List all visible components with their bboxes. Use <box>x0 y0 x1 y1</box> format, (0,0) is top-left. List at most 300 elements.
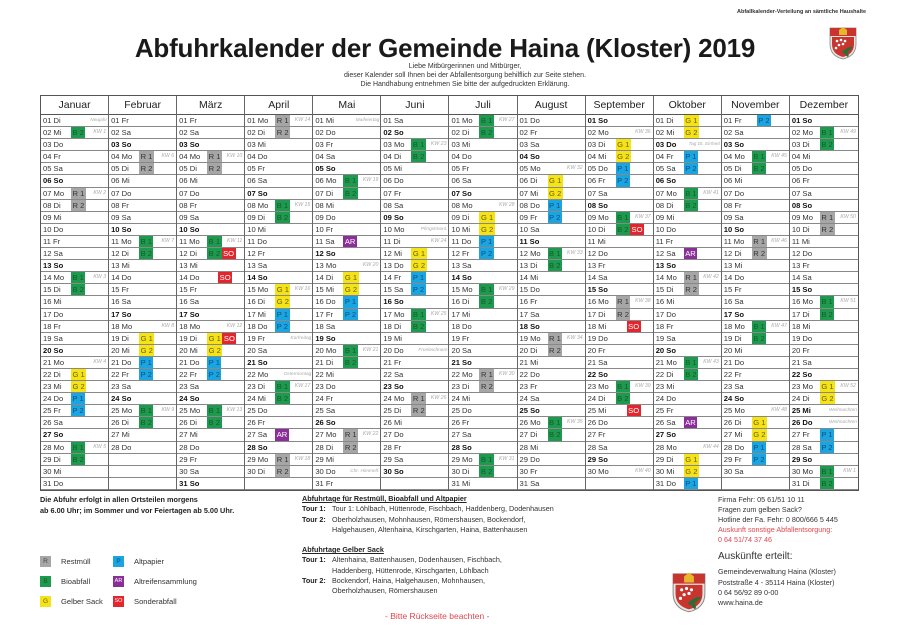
pickup-badge-r: R 1 <box>72 188 85 198</box>
gelber-sack-swatch-icon: G <box>40 596 51 607</box>
day-label: 12 Mo <box>519 249 541 259</box>
day-label: 11 Mi <box>587 236 606 246</box>
calendar-day <box>790 284 858 296</box>
day-label: 22 Fr <box>111 369 129 379</box>
calendar-day <box>790 212 858 224</box>
pickup-badges <box>343 357 357 369</box>
calendar-day <box>518 115 585 127</box>
pickup-badge-p: P 1 <box>685 152 697 162</box>
calendar-day <box>518 175 585 187</box>
month-column <box>722 96 790 490</box>
day-label: 27 So <box>655 430 676 440</box>
pickup-badge-b: B 1 <box>821 466 833 476</box>
calendar-day <box>449 405 516 417</box>
holiday-label: Weihnachten <box>829 420 857 426</box>
pickup-badge-p: P 1 <box>72 394 84 404</box>
calendar-day <box>381 212 448 224</box>
calendar-day <box>722 466 789 478</box>
pickup-badge-g: G 1 <box>140 333 153 343</box>
calendar-day <box>381 429 448 441</box>
pickup-badges <box>343 175 357 187</box>
pickup-badge-b: B 2 <box>72 454 84 464</box>
day-label: 16 Sa <box>723 297 744 307</box>
day-label: 18 Mi <box>791 321 811 331</box>
day-label: 04 Di <box>383 152 402 162</box>
day-label: 19 Fr <box>451 333 470 343</box>
calendar-day <box>722 200 789 212</box>
calendar-day <box>449 369 516 381</box>
pickup-badges <box>820 381 835 393</box>
day-label: 22 Sa <box>383 369 404 379</box>
calendar-day <box>313 127 380 139</box>
pickup-badge-g: G 1 <box>480 212 494 222</box>
day-label: 29 Do <box>519 454 540 464</box>
calendar-day <box>313 188 380 200</box>
pickup-badge-g: G 1 <box>72 369 85 379</box>
calendar-day <box>245 260 312 272</box>
calendar-day <box>109 272 176 284</box>
day-label: 07 Mo <box>43 188 65 198</box>
calendar-day <box>381 466 448 478</box>
week-number: KW 34 <box>567 334 583 341</box>
calendar-day <box>41 127 108 139</box>
calendar-day <box>41 284 108 296</box>
day-label: 02 Sa <box>179 128 200 138</box>
day-label: 29 Fr <box>179 454 197 464</box>
calendar-day <box>381 151 448 163</box>
day-label: 11 Mo <box>111 236 132 246</box>
calendar-day <box>586 224 653 236</box>
pickup-badges <box>479 212 494 224</box>
day-label: 20 Fr <box>587 345 606 355</box>
calendar-day <box>654 321 721 333</box>
calendar-day <box>41 405 108 417</box>
day-label: 03 Mo <box>383 140 405 150</box>
day-label: 06 So <box>655 176 676 186</box>
pickup-badge-b: B 2 <box>72 128 84 138</box>
pickup-badge-p: P 2 <box>140 369 152 379</box>
calendar-day <box>449 127 516 139</box>
day-label: 21 Sa <box>791 357 812 367</box>
calendar-day <box>109 260 176 272</box>
pickup-badges <box>207 369 221 381</box>
day-label: 12 Di <box>111 249 129 259</box>
calendar-day <box>722 478 789 490</box>
day-label: 01 Fr <box>179 116 197 125</box>
day-label: 13 Fr <box>587 261 606 271</box>
auskunft-phone: 0 64 51/74 37 46 <box>718 535 772 545</box>
day-label: 21 Di <box>315 357 334 367</box>
day-label: 18 Sa <box>315 321 336 331</box>
pickup-badge-p: P 2 <box>344 309 357 319</box>
calendar-day <box>654 212 721 224</box>
calendar-day <box>790 236 858 248</box>
pickup-badge-b: B 1 <box>549 249 561 259</box>
day-label: 05 Do <box>587 164 608 174</box>
calendar-day <box>177 200 244 212</box>
day-label: 26 Fr <box>451 418 470 428</box>
pickup-badges <box>479 284 493 296</box>
day-label: 11 Fr <box>655 236 673 246</box>
day-label: 14 Do <box>179 273 200 283</box>
calendar-day <box>518 139 585 151</box>
day-label: 11 Mi <box>791 236 810 246</box>
calendar-day <box>722 236 789 248</box>
day-label: 09 Mo <box>791 212 813 222</box>
week-number: KW 28 <box>498 201 515 208</box>
pickup-badge-g: G 2 <box>72 382 85 392</box>
day-label: 21 Sa <box>587 357 608 367</box>
calendar-day <box>245 175 312 187</box>
pickup-badges <box>139 417 153 429</box>
day-label: 03 Di <box>791 140 810 150</box>
pickup-badge-b: B 2 <box>140 249 152 259</box>
day-label: 19 Do <box>587 333 608 343</box>
pickup-badges <box>207 163 222 175</box>
month-header: Mai <box>313 96 380 115</box>
day-label: 11 Sa <box>315 236 335 246</box>
pickup-badge-b: B 1 <box>753 321 765 331</box>
calendar-day <box>790 151 858 163</box>
day-label: 25 Sa <box>315 406 336 416</box>
day-label: 30 Mo <box>587 466 609 476</box>
calendar-day <box>518 454 585 466</box>
day-label: 03 Do <box>655 140 677 150</box>
tours-rest-heading: Abfuhrtage für Restmüll, Bioabfall und Altpapier <box>302 494 467 503</box>
calendar-day <box>245 478 312 490</box>
pickup-badges <box>343 284 358 296</box>
calendar-day <box>177 429 244 441</box>
day-label: 23 So <box>383 382 404 392</box>
legend-item-altreifen: AR Altreifensammlung <box>114 576 197 586</box>
calendar-day <box>518 248 585 260</box>
tour2-gelb-towns: Bockendorf, Haina, Halgehausen, Mohnhausen, <box>332 576 486 586</box>
day-label: 06 Sa <box>451 176 472 186</box>
calendar-day <box>586 188 653 200</box>
pickup-badge-g: G 1 <box>344 273 358 283</box>
day-label: 23 Do <box>315 382 336 392</box>
day-label: 28 So <box>247 442 268 452</box>
website-link[interactable]: www.haina.de <box>718 597 763 607</box>
pickup-badges <box>411 260 426 272</box>
day-label: 08 Sa <box>383 200 404 210</box>
week-number: KW 10 <box>226 153 243 160</box>
tours-gelb-heading: Abfuhrtage Gelber Sack <box>302 545 384 555</box>
week-number: KW 4 <box>93 358 107 365</box>
day-label: 29 Di <box>43 454 61 464</box>
day-label: 31 Fr <box>315 478 334 488</box>
pickup-badge-b: B 1 <box>617 212 629 222</box>
holiday-label: Neujahr <box>90 118 108 123</box>
calendar-day <box>586 381 653 393</box>
pickup-badges <box>548 345 563 357</box>
day-label: 15 Sa <box>383 285 404 295</box>
day-label: 27 Sa <box>451 430 472 440</box>
calendar-day <box>109 393 176 405</box>
page-title: Abfuhrkalender der Gemeinde Haina (Kloster) 2019 <box>134 33 756 63</box>
calendar-day <box>790 405 858 417</box>
day-label: 09 Mi <box>655 212 675 222</box>
day-label: 08 So <box>791 200 813 210</box>
calendar-day <box>109 224 176 236</box>
calendar-day <box>586 296 653 308</box>
day-label: 22 Fr <box>723 369 742 379</box>
day-label: 22 Di <box>43 369 61 379</box>
day-label: 22 So <box>791 369 813 379</box>
calendar-day <box>381 248 448 260</box>
pickup-badges <box>684 115 699 127</box>
month-header: Oktober <box>654 96 721 115</box>
pickup-badge-p: P 1 <box>753 442 765 452</box>
day-label: 21 Do <box>723 357 745 367</box>
day-label: 09 Di <box>247 212 265 222</box>
calendar-day <box>177 175 244 187</box>
day-label: 05 Do <box>791 164 813 174</box>
calendar-day <box>177 478 244 490</box>
day-label: 14 Do <box>111 273 132 283</box>
pickup-badge-p: P 1 <box>412 273 425 283</box>
day-label: 31 So <box>179 478 200 488</box>
pickup-badges <box>752 151 766 163</box>
calendar-day <box>790 478 858 490</box>
pickup-badge-p: P 1 <box>344 297 357 307</box>
holiday-label: Ostermontag <box>283 371 312 377</box>
day-label: 30 Sa <box>179 466 200 476</box>
calendar-day <box>381 345 448 357</box>
calendar-day <box>449 466 516 478</box>
calendar-day <box>722 309 789 321</box>
calendar-day <box>586 345 653 357</box>
day-label: 16 Sa <box>111 297 131 307</box>
calendar-day <box>177 442 244 454</box>
day-label: 04 Mo <box>179 152 201 162</box>
tour2-rest-towns: Oberholzhausen, Mohnhausen, Römershausen, Bockendorf, <box>332 514 526 524</box>
day-label: 28 Mo <box>43 442 65 452</box>
pickup-badge-r: R 1 <box>480 369 493 379</box>
week-number: KW 19 <box>362 177 379 184</box>
day-label: 04 Mo <box>111 152 133 162</box>
pickup-badges <box>71 381 86 393</box>
pickup-badges <box>820 429 834 441</box>
calendar-day <box>449 381 516 393</box>
day-label: 10 Di <box>791 224 810 234</box>
pickup-badge-b: B 2 <box>480 466 493 476</box>
pickup-badges <box>139 345 154 357</box>
day-label: 13 Mi <box>111 261 130 271</box>
day-label: 12 Do <box>587 249 608 259</box>
week-number: KW 31 <box>498 455 515 462</box>
day-label: 22 Do <box>519 369 540 379</box>
week-number: KW 42 <box>703 274 719 281</box>
calendar-day <box>313 139 380 151</box>
pickup-badge-b: B 2 <box>821 140 833 150</box>
pickup-badge-g: G 1 <box>685 454 698 464</box>
calendar-day <box>313 296 380 308</box>
calendar-day <box>313 236 380 248</box>
day-label: 16 Di <box>247 297 265 307</box>
pickup-badge-b: B 2 <box>685 369 697 379</box>
week-number: KW 33 <box>567 250 583 257</box>
pickup-badges <box>820 224 835 236</box>
holiday-label: Maifeiertag <box>355 118 380 123</box>
pickup-badge-b: B 1 <box>480 116 493 125</box>
day-label: 27 So <box>43 430 64 440</box>
week-number: KW 2 <box>93 189 107 196</box>
day-label: 27 Do <box>383 430 404 440</box>
calendar-day <box>381 417 448 429</box>
legend-item-gelber-sack: G Gelber Sack <box>40 596 113 607</box>
day-label: 08 Di <box>43 200 61 210</box>
week-number: KW 51 <box>840 298 856 305</box>
calendar-day <box>449 284 516 296</box>
pickup-badges <box>479 236 493 248</box>
calendar-day <box>654 188 721 200</box>
day-label: 23 Di <box>247 382 265 392</box>
calendar-day <box>109 175 176 187</box>
calendar-day <box>381 175 448 187</box>
pickup-badge-r: R 2 <box>276 466 289 476</box>
calendar-day <box>381 442 448 454</box>
day-label: 12 Sa <box>655 249 676 259</box>
pickup-badge-p: P 1 <box>140 357 152 367</box>
day-label: 09 Mo <box>587 212 609 222</box>
pickup-badge-r: R 2 <box>480 382 493 392</box>
pickup-badges <box>820 212 835 224</box>
day-label: 11 Mo <box>723 236 745 246</box>
pickup-badges <box>752 236 767 248</box>
day-label: 27 Sa <box>247 430 268 440</box>
calendar-day <box>722 417 789 429</box>
day-label: 17 Mi <box>247 309 266 319</box>
pickup-badge-ar: AR <box>685 249 696 259</box>
day-label: 15 Fr <box>179 285 197 295</box>
pickup-badge-r: R 2 <box>821 224 834 234</box>
pickup-badges <box>139 369 153 381</box>
pickup-badges <box>548 260 562 272</box>
day-label: 24 Sa <box>519 394 540 404</box>
pickup-badge-r: R 2 <box>549 345 561 355</box>
pickup-badges <box>275 393 289 405</box>
pickup-badges <box>820 393 835 405</box>
calendar-day <box>313 369 380 381</box>
calendar-day <box>654 236 721 248</box>
calendar-day <box>518 151 585 163</box>
pickup-badges <box>343 309 357 321</box>
calendar-day <box>722 115 789 127</box>
calendar-day <box>177 321 244 333</box>
pickup-badges <box>479 296 493 308</box>
calendar-day <box>449 188 516 200</box>
pickup-badge-b: B 1 <box>140 236 152 246</box>
day-label: 29 Sa <box>383 454 404 464</box>
calendar-day <box>790 115 858 127</box>
calendar-day <box>654 393 721 405</box>
calendar-day <box>790 333 858 345</box>
calendar-day <box>586 260 653 272</box>
pickup-badges <box>71 369 86 381</box>
pickup-badges <box>139 163 154 175</box>
day-label: 24 So <box>111 394 132 404</box>
day-label: 29 Di <box>655 454 674 464</box>
week-number: KW 46 <box>771 237 787 244</box>
day-label: 06 Mo <box>315 176 337 186</box>
calendar-day <box>109 284 176 296</box>
calendar-day <box>586 127 653 139</box>
calendar-day <box>518 272 585 284</box>
month-header: August <box>518 96 585 115</box>
month-column <box>654 96 722 490</box>
calendar-day <box>449 357 516 369</box>
calendar-day <box>41 212 108 224</box>
pickup-badges <box>820 139 834 151</box>
calendar-day <box>586 442 653 454</box>
calendar-day <box>245 236 312 248</box>
day-label: 17 Do <box>43 309 64 319</box>
pickup-badges <box>684 127 699 139</box>
day-label: 21 So <box>451 357 472 367</box>
pickup-badges <box>139 236 153 248</box>
calendar-day <box>245 454 312 466</box>
week-number: KW 23 <box>430 141 447 148</box>
day-label: 13 Fr <box>791 261 810 271</box>
pickup-badges <box>752 429 767 441</box>
pickup-badges <box>616 296 631 308</box>
month-header: Dezember <box>790 96 858 115</box>
calendar-day <box>722 139 789 151</box>
pickup-badge-b: B 1 <box>344 345 357 355</box>
day-label: 02 Fr <box>519 128 538 138</box>
day-label: 08 Mo <box>451 200 473 210</box>
pickup-badge-r: R 1 <box>140 152 153 162</box>
coat-of-arms-icon <box>670 569 708 613</box>
calendar-day <box>722 284 789 296</box>
calendar-day <box>41 151 108 163</box>
calendar-day <box>381 188 448 200</box>
day-label: 01 Di <box>43 116 61 125</box>
calendar-day <box>518 466 585 478</box>
pickup-badge-g: G 1 <box>685 116 698 125</box>
pickup-badges <box>207 151 222 163</box>
day-label: 13 So <box>655 261 676 271</box>
day-label: 01 Fr <box>723 116 742 125</box>
calendar-day <box>654 478 721 490</box>
calendar-day <box>449 454 516 466</box>
calendar-day <box>722 296 789 308</box>
calendar-day <box>518 333 585 345</box>
pickup-badge-b: B 2 <box>480 128 493 138</box>
day-label: 04 Do <box>247 152 268 162</box>
day-label: 06 Mi <box>111 176 130 186</box>
day-label: 06 Fr <box>587 176 606 186</box>
day-label: 05 Di <box>179 164 197 174</box>
calendar-day <box>381 284 448 296</box>
day-label: 26 Di <box>723 418 742 428</box>
week-number: KW 45 <box>771 153 787 160</box>
pickup-badge-b: B 1 <box>208 236 221 246</box>
pickup-badge-r: R 2 <box>276 128 289 138</box>
day-label: 19 Di <box>111 333 129 343</box>
calendar-day <box>586 200 653 212</box>
month-column <box>518 96 586 490</box>
pickup-badges <box>820 309 834 321</box>
day-label: 08 So <box>587 200 608 210</box>
calendar-day <box>41 260 108 272</box>
calendar-day <box>109 200 176 212</box>
calendar-day <box>654 163 721 175</box>
pickup-badges <box>343 345 357 357</box>
calendar-day <box>449 248 516 260</box>
day-label: 14 Sa <box>587 273 608 283</box>
